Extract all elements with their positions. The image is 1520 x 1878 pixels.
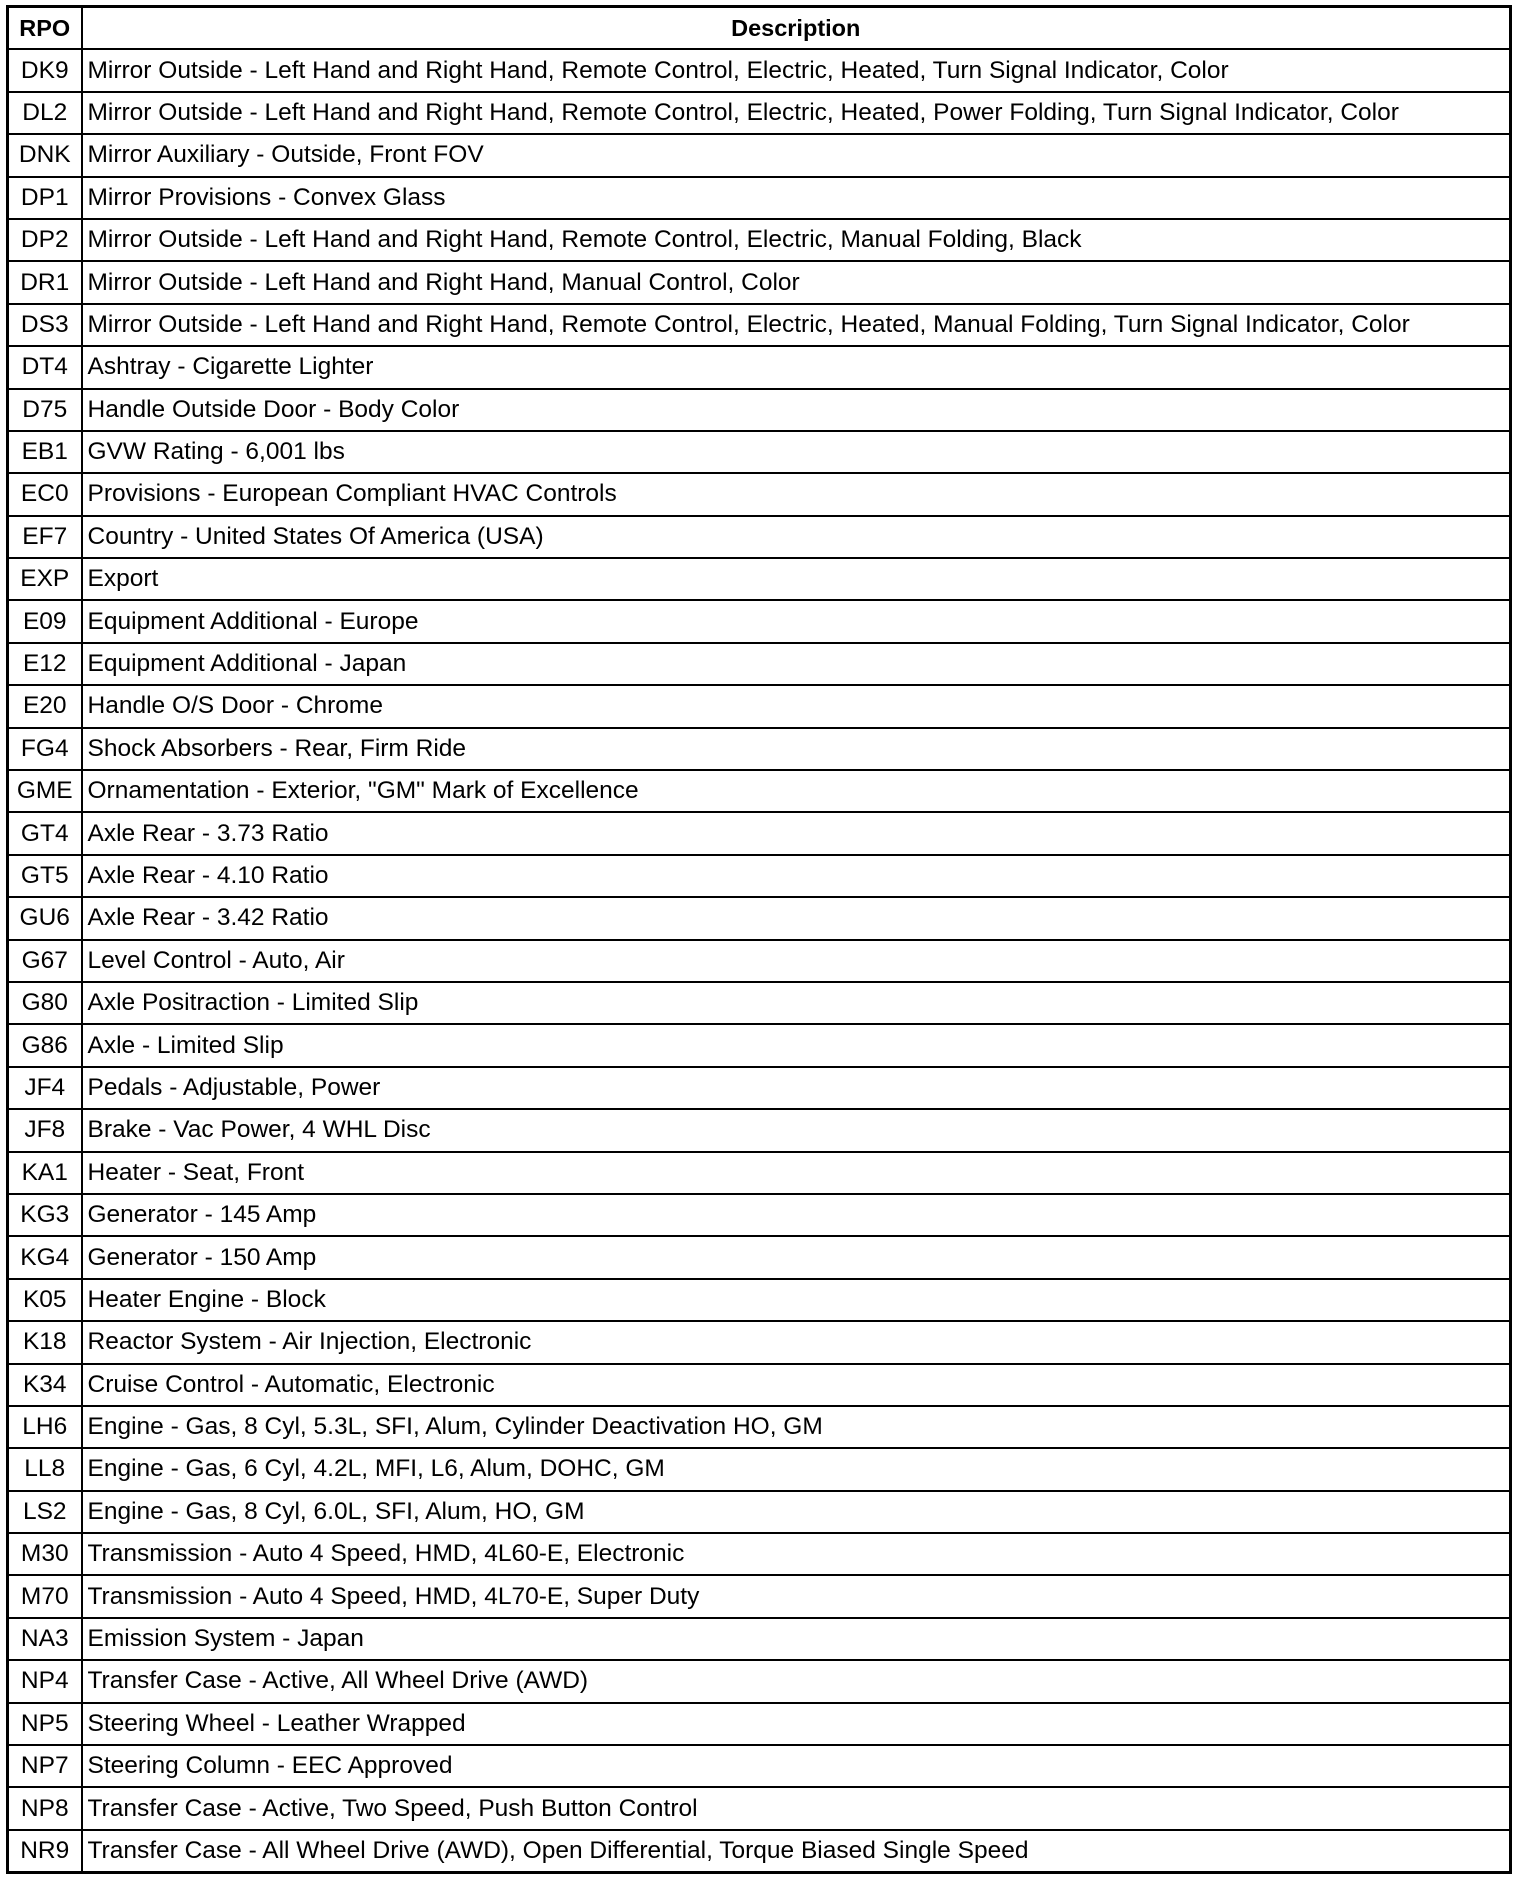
table-row xyxy=(8,940,1511,982)
table-row xyxy=(8,1109,1511,1151)
description-cell: Engine - Gas, 6 Cyl, 4.2L, MFI, L6, Alum, DOHC, GM xyxy=(82,1448,1511,1490)
table-row xyxy=(8,134,1511,176)
rpo-code-cell: GT5 xyxy=(8,855,82,897)
rpo-code-cell: DP2 xyxy=(8,219,82,261)
rpo-code-cell: EXP xyxy=(8,558,82,600)
description-cell: Axle Positraction - Limited Slip xyxy=(82,982,1511,1024)
table-row xyxy=(8,219,1511,261)
table-row xyxy=(8,49,1511,91)
table-row xyxy=(8,1152,1511,1194)
rpo-code-cell: G80 xyxy=(8,982,82,1024)
column-header-rpo: RPO xyxy=(8,7,82,50)
rpo-code-cell: G67 xyxy=(8,940,82,982)
table-row xyxy=(8,1533,1511,1575)
rpo-code-cell: E20 xyxy=(8,685,82,727)
table-row xyxy=(8,770,1511,812)
description-cell: Equipment Additional - Japan xyxy=(82,643,1511,685)
description-cell: Engine - Gas, 8 Cyl, 6.0L, SFI, Alum, HO, GM xyxy=(82,1491,1511,1533)
rpo-code-cell: K34 xyxy=(8,1364,82,1406)
rpo-code-cell: KA1 xyxy=(8,1152,82,1194)
rpo-code-cell: D75 xyxy=(8,389,82,431)
description-cell: Generator - 145 Amp xyxy=(82,1194,1511,1236)
table-row xyxy=(8,1406,1511,1448)
rpo-code-cell: NA3 xyxy=(8,1618,82,1660)
description-cell: Mirror Outside - Left Hand and Right Hand, Remote Control, Electric, Manual Folding, Black xyxy=(82,219,1511,261)
table-row xyxy=(8,1787,1511,1829)
rpo-code-cell: NR9 xyxy=(8,1830,82,1873)
rpo-code-cell: JF8 xyxy=(8,1109,82,1151)
rpo-code-cell: JF4 xyxy=(8,1067,82,1109)
description-cell: Handle O/S Door - Chrome xyxy=(82,685,1511,727)
table-row xyxy=(8,558,1511,600)
description-cell: Export xyxy=(82,558,1511,600)
table-row xyxy=(8,1194,1511,1236)
table-row xyxy=(8,346,1511,388)
rpo-code-cell: NP4 xyxy=(8,1660,82,1702)
table-row xyxy=(8,855,1511,897)
table-row xyxy=(8,1575,1511,1617)
description-cell: Mirror Outside - Left Hand and Right Hand, Remote Control, Electric, Heated, Turn Signal Indicator, Color xyxy=(82,49,1511,91)
description-cell: Transmission - Auto 4 Speed, HMD, 4L70-E, Super Duty xyxy=(82,1575,1511,1617)
rpo-code-cell: E09 xyxy=(8,600,82,642)
description-cell: Provisions - European Compliant HVAC Controls xyxy=(82,473,1511,515)
table-row xyxy=(8,1660,1511,1702)
description-cell: Emission System - Japan xyxy=(82,1618,1511,1660)
rpo-code-cell: M30 xyxy=(8,1533,82,1575)
header-row xyxy=(8,7,1511,50)
table-row xyxy=(8,1236,1511,1278)
rpo-code-cell: K18 xyxy=(8,1321,82,1363)
rpo-code-cell: G86 xyxy=(8,1024,82,1066)
table-row xyxy=(8,177,1511,219)
description-cell: Ashtray - Cigarette Lighter xyxy=(82,346,1511,388)
description-cell: Mirror Provisions - Convex Glass xyxy=(82,177,1511,219)
rpo-code-cell: NP5 xyxy=(8,1703,82,1745)
rpo-code-cell: DNK xyxy=(8,134,82,176)
table-row xyxy=(8,1703,1511,1745)
table-row xyxy=(8,1067,1511,1109)
rpo-code-cell: GT4 xyxy=(8,812,82,854)
description-cell: GVW Rating - 6,001 lbs xyxy=(82,431,1511,473)
description-cell: Heater Engine - Block xyxy=(82,1279,1511,1321)
description-cell: Axle - Limited Slip xyxy=(82,1024,1511,1066)
table-row xyxy=(8,389,1511,431)
rpo-code-cell: EF7 xyxy=(8,516,82,558)
description-cell: Equipment Additional - Europe xyxy=(82,600,1511,642)
description-cell: Transfer Case - Active, All Wheel Drive (AWD) xyxy=(82,1660,1511,1702)
rpo-code-cell: NP8 xyxy=(8,1787,82,1829)
description-cell: Shock Absorbers - Rear, Firm Ride xyxy=(82,728,1511,770)
rpo-code-cell: DS3 xyxy=(8,304,82,346)
table-row xyxy=(8,1618,1511,1660)
table-row xyxy=(8,1745,1511,1787)
description-cell: Axle Rear - 3.73 Ratio xyxy=(82,812,1511,854)
rpo-code-cell: DT4 xyxy=(8,346,82,388)
rpo-code-cell: GME xyxy=(8,770,82,812)
table-row xyxy=(8,1024,1511,1066)
table-row xyxy=(8,1279,1511,1321)
rpo-code-cell: M70 xyxy=(8,1575,82,1617)
rpo-code-cell: DL2 xyxy=(8,92,82,134)
rpo-code-cell: DR1 xyxy=(8,261,82,303)
description-cell: Mirror Outside - Left Hand and Right Hand, Manual Control, Color xyxy=(82,261,1511,303)
table-row xyxy=(8,600,1511,642)
rpo-code-cell: LH6 xyxy=(8,1406,82,1448)
description-cell: Cruise Control - Automatic, Electronic xyxy=(82,1364,1511,1406)
description-cell: Transfer Case - All Wheel Drive (AWD), Open Differential, Torque Biased Single Speed xyxy=(82,1830,1511,1873)
table-row xyxy=(8,473,1511,515)
table-row xyxy=(8,643,1511,685)
description-cell: Brake - Vac Power, 4 WHL Disc xyxy=(82,1109,1511,1151)
description-cell: Transfer Case - Active, Two Speed, Push Button Control xyxy=(82,1787,1511,1829)
description-cell: Transmission - Auto 4 Speed, HMD, 4L60-E, Electronic xyxy=(82,1533,1511,1575)
column-header-description: Description xyxy=(82,7,1511,50)
rpo-code-cell: KG3 xyxy=(8,1194,82,1236)
table-row xyxy=(8,685,1511,727)
table-body xyxy=(8,49,1511,1872)
rpo-code-cell: KG4 xyxy=(8,1236,82,1278)
table-row xyxy=(8,812,1511,854)
description-cell: Axle Rear - 4.10 Ratio xyxy=(82,855,1511,897)
description-cell: Level Control - Auto, Air xyxy=(82,940,1511,982)
table-row xyxy=(8,728,1511,770)
table-row xyxy=(8,431,1511,473)
rpo-table xyxy=(6,5,1512,1874)
table-row xyxy=(8,1830,1511,1873)
description-cell: Heater - Seat, Front xyxy=(82,1152,1511,1194)
description-cell: Axle Rear - 3.42 Ratio xyxy=(82,897,1511,939)
rpo-code-cell: GU6 xyxy=(8,897,82,939)
table-row xyxy=(8,982,1511,1024)
rpo-code-cell: E12 xyxy=(8,643,82,685)
description-cell: Pedals - Adjustable, Power xyxy=(82,1067,1511,1109)
table-row xyxy=(8,1321,1511,1363)
table-row xyxy=(8,1491,1511,1533)
rpo-code-cell: NP7 xyxy=(8,1745,82,1787)
rpo-code-cell: EB1 xyxy=(8,431,82,473)
table-row xyxy=(8,261,1511,303)
description-cell: Reactor System - Air Injection, Electronic xyxy=(82,1321,1511,1363)
rpo-code-cell: LL8 xyxy=(8,1448,82,1490)
table-row xyxy=(8,897,1511,939)
description-cell: Handle Outside Door - Body Color xyxy=(82,389,1511,431)
description-cell: Generator - 150 Amp xyxy=(82,1236,1511,1278)
description-cell: Ornamentation - Exterior, "GM" Mark of Excellence xyxy=(82,770,1511,812)
table-row xyxy=(8,304,1511,346)
rpo-code-cell: EC0 xyxy=(8,473,82,515)
table-row xyxy=(8,92,1511,134)
description-cell: Engine - Gas, 8 Cyl, 5.3L, SFI, Alum, Cylinder Deactivation HO, GM xyxy=(82,1406,1511,1448)
rpo-code-cell: FG4 xyxy=(8,728,82,770)
description-cell: Mirror Outside - Left Hand and Right Hand, Remote Control, Electric, Heated, Power Folding, Turn Signal Indicator, Color xyxy=(82,92,1511,134)
table-row xyxy=(8,516,1511,558)
description-cell: Mirror Auxiliary - Outside, Front FOV xyxy=(82,134,1511,176)
description-cell: Steering Column - EEC Approved xyxy=(82,1745,1511,1787)
description-cell: Mirror Outside - Left Hand and Right Hand, Remote Control, Electric, Heated, Manual Folding, Turn Signal Indicator, Color xyxy=(82,304,1511,346)
description-cell: Steering Wheel - Leather Wrapped xyxy=(82,1703,1511,1745)
rpo-code-cell: K05 xyxy=(8,1279,82,1321)
description-cell: Country - United States Of America (USA) xyxy=(82,516,1511,558)
table-row xyxy=(8,1364,1511,1406)
rpo-code-cell: LS2 xyxy=(8,1491,82,1533)
rpo-code-cell: DP1 xyxy=(8,177,82,219)
rpo-code-cell: DK9 xyxy=(8,49,82,91)
table-row xyxy=(8,1448,1511,1490)
